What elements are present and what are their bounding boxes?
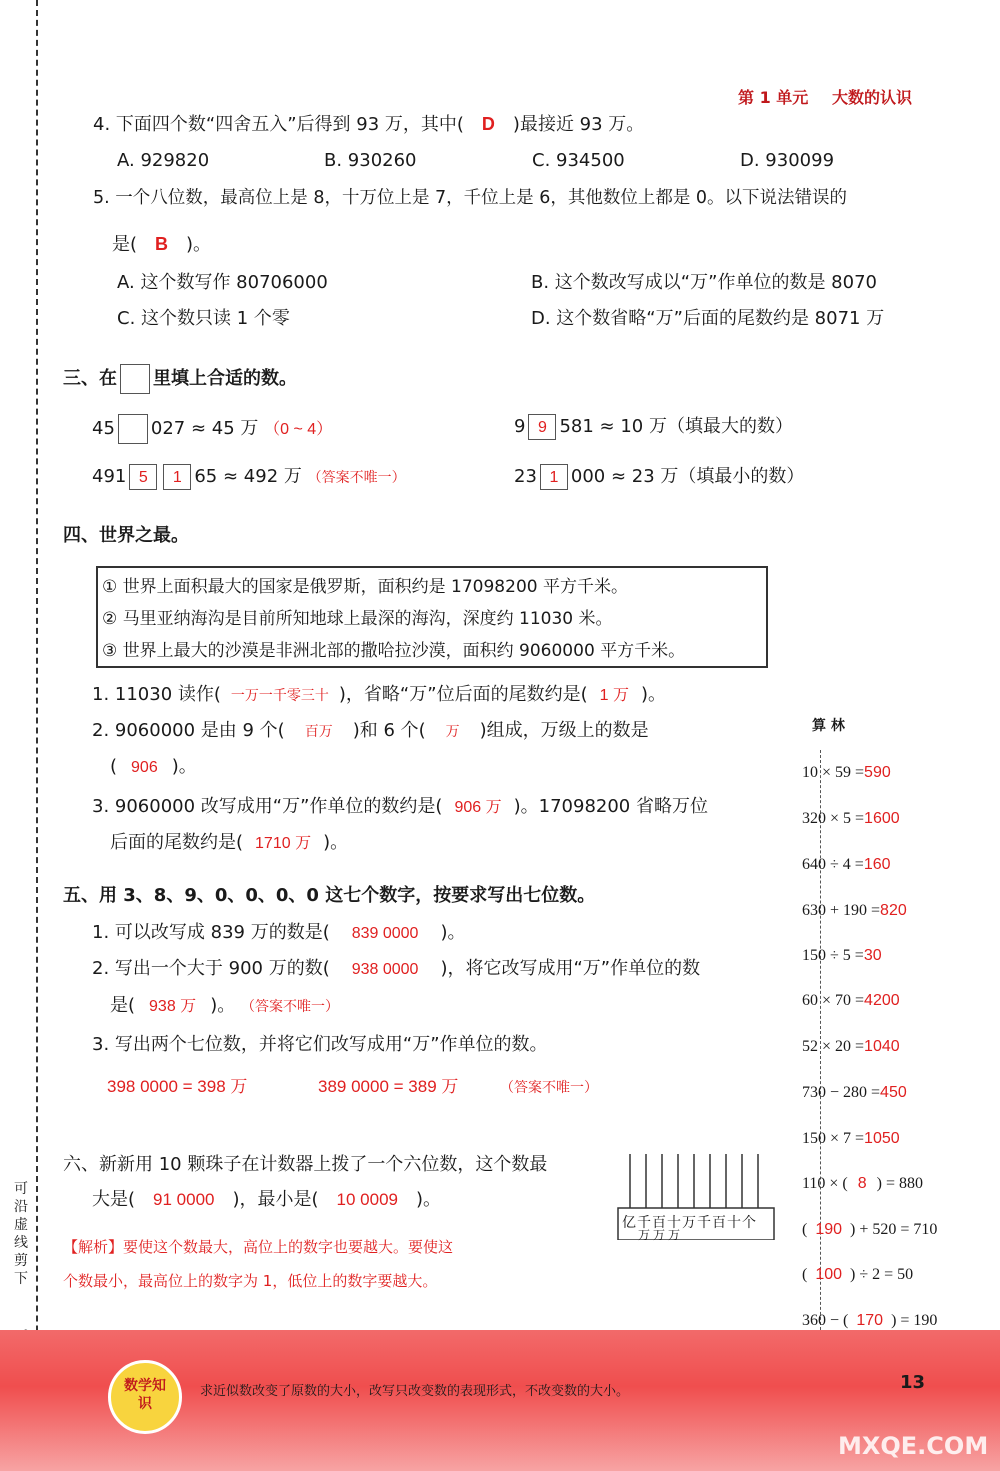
q5-stem: 5. 一个八位数，最高位上是 8，十万位上是 7，千位上是 6，其他数位上都是 0。以下说法错误的 [93, 188, 848, 208]
s5-q1: 1. 可以改写成 839 万的数是( 839 0000 )。 [92, 922, 466, 943]
badge-label: 数学知识 [124, 1378, 166, 1412]
unit-title: 大数的认识 [832, 88, 913, 107]
s5-q3-answer-2: 389 0000 = 389 万 [318, 1077, 459, 1096]
s6-line2: 大是( 91 0000 )，最小是( 10 0009 )。 [92, 1189, 442, 1210]
s4-q2: 2. 9060000 是由 9 个( 百万 )和 6 个( 万 )组成，万级上的数是 [92, 720, 649, 741]
s4-q1: 1. 11030 读作( 一万一千零三十 )，省略“万”位后面的尾数约是( 1 万 )。 [92, 684, 666, 705]
s5-q3: 3. 写出两个七位数，并将它们改写成用“万”作单位的数。 [92, 1034, 548, 1055]
side-item: 730 − 280 =450 [802, 1084, 907, 1101]
fact-3: ③ 世界上最大的沙漠是非洲北部的撒哈拉沙漠，面积约 9060000 平方千米。 [102, 641, 686, 661]
side-item: 150 ÷ 5 =30 [802, 947, 882, 964]
q5-option-b: B. 这个数改写成以“万”作单位的数是 8070 [531, 272, 877, 293]
fact-2: ② 马里亚纳海沟是目前所知地球上最深的海沟，深度约 11030 米。 [102, 609, 613, 629]
s3-row2-left: 491 5 1 65 ≈ 492 万 （答案不唯一） [92, 464, 406, 490]
q4-option-d: D. 930099 [740, 150, 835, 171]
cut-hint: 可沿虚线剪下 [14, 1181, 28, 1287]
s3-row1-left: 45 027 ≈ 45 万 （0 ~ 4） [92, 414, 332, 444]
side-item: 320 × 5 =1600 [802, 810, 900, 827]
s5-q3-answer-1: 398 0000 = 398 万 [107, 1077, 248, 1096]
q4-option-a: A. 929820 [117, 150, 210, 171]
q5-option-d: D. 这个数省略“万”后面的尾数约是 8071 万 [531, 308, 885, 329]
q4-option-c: C. 934500 [532, 150, 625, 171]
q5-stem-2: 是( B )。 [112, 234, 212, 255]
side-item: 630 + 190 =820 [802, 902, 907, 919]
q5-option-a: A. 这个数写作 80706000 [117, 272, 328, 293]
side-fill-4: 360 − ( 170 ) = 190 [802, 1312, 938, 1329]
s5-q2-line2: 是( 938 万 )。 （答案不唯一） [110, 995, 339, 1016]
math-knowledge-badge [108, 1360, 182, 1434]
s3-row2-right: 23 1 000 ≈ 23 万（填最小的数） [514, 464, 804, 490]
side-fill-1: 110 × ( 8 ) = 880 [802, 1175, 924, 1192]
side-title: 算 林 [812, 718, 845, 734]
s5-q2: 2. 写出一个大于 900 万的数( 938 0000 )，将它改写成用“万”作单位的数 [92, 958, 701, 979]
s4-title: 四、世界之最。 [63, 525, 189, 546]
fact-1: ① 世界上面积最大的国家是俄罗斯，面积约是 17098200 平方千米。 [102, 577, 628, 597]
q5-option-c: C. 这个数只读 1 个零 [117, 308, 290, 329]
s4-q2-line2: ( 906 )。 [110, 756, 197, 777]
cut-line [36, 0, 38, 1471]
watermark: MXQE.COM [838, 1432, 989, 1460]
s5-title: 五、用 3、8、9、0、0、0、0 这七个数字，按要求写出七位数。 [63, 885, 596, 906]
page-number: 13 [900, 1372, 926, 1393]
abacus-labels: 亿千百十万千百十个 [622, 1215, 757, 1231]
abacus-labels-2: 万万万 [638, 1228, 684, 1242]
side-item: 640 ÷ 4 =160 [802, 856, 891, 873]
side-item: 10 × 59 =590 [802, 764, 891, 781]
q4-stem: 4. 下面四个数“四舍五入”后得到 93 万，其中( D )最接近 93 万。 [93, 114, 645, 135]
s6-title: 六、新新用 10 颗珠子在计数器上拨了一个六位数，这个数最 [63, 1154, 548, 1175]
side-item: 52 × 20 =1040 [802, 1038, 900, 1055]
side-fill-2: ( 190 ) + 520 = 710 [802, 1221, 938, 1238]
abacus-counter [616, 1150, 776, 1240]
footer-tip: 求近似数改变了原数的大小，改写只改变数的表现形式，不改变数的大小。 [200, 1384, 630, 1399]
side-fill-3: ( 100 ) ÷ 2 = 50 [802, 1266, 914, 1283]
s3-row1-right: 9 9 581 ≈ 10 万（填最大的数） [514, 414, 793, 440]
unit-label: 第 1 单元 [738, 88, 809, 107]
s6-analysis-1: 【解析】要使这个数最大，高位上的数字也要越大。要使这 [63, 1238, 454, 1256]
q4-option-b: B. 930260 [324, 150, 417, 171]
s4-q3-line2: 后面的尾数约是( 1710 万 )。 [110, 832, 349, 853]
side-item: 150 × 7 =1050 [802, 1130, 900, 1147]
s3-title: 三、在 里填上合适的数。 [63, 364, 297, 394]
side-item: 60 × 70 =4200 [802, 992, 900, 1009]
s5-q3-note: （答案不唯一） [500, 1080, 598, 1096]
world-facts-box [96, 566, 768, 668]
s6-analysis-2: 个数最小，最高位上的数字为 1，低位上的数字要越大。 [63, 1272, 438, 1290]
s4-q3: 3. 9060000 改写成用“万”作单位的数约是( 906 万 )。17098200 省略万位 [92, 796, 708, 817]
